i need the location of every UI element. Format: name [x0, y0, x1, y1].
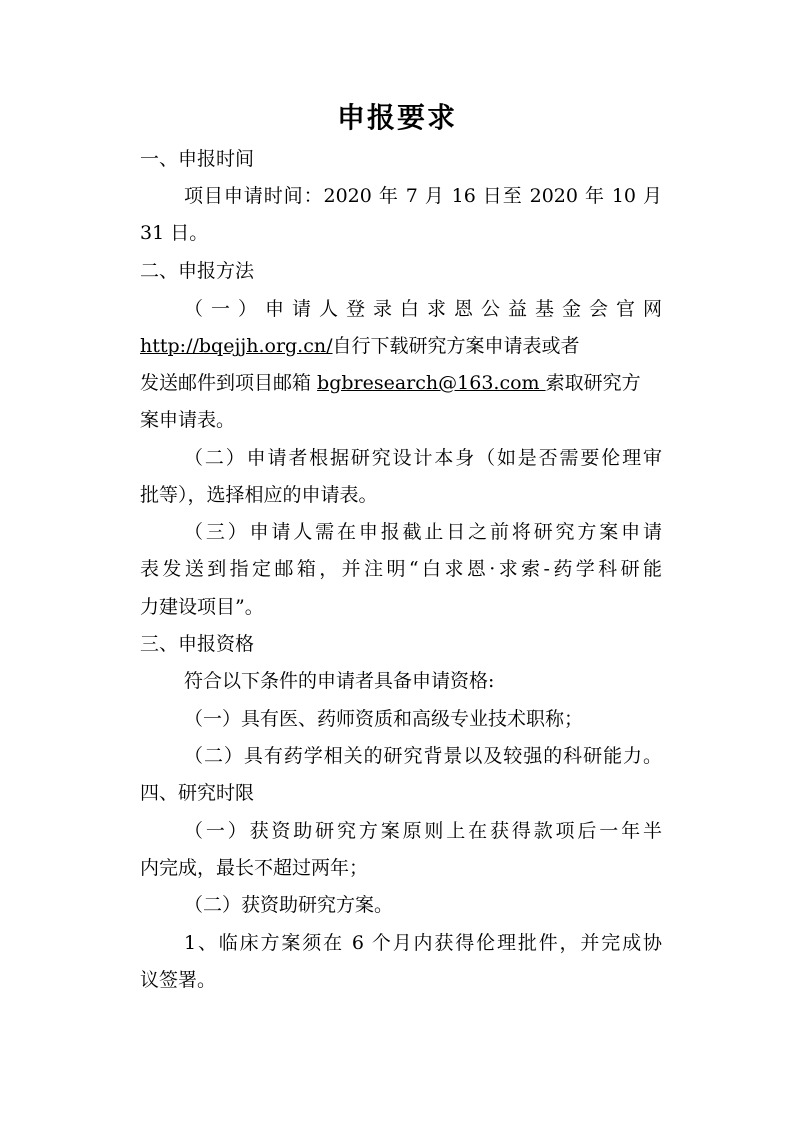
paragraph-line: 31 日。	[140, 222, 209, 244]
paragraph-text: 发送邮件到项目邮箱	[140, 372, 318, 394]
email-link[interactable]: bgbresearch@163.com	[317, 372, 546, 394]
paragraph-line	[140, 333, 662, 359]
paragraph-line: 项目申请时间：2020 年 7 月 16 日至 2020 年 10 月	[184, 185, 662, 207]
section-heading-application-time: 一、申报时间	[140, 148, 255, 170]
paragraph-line: 案申请表。	[140, 409, 236, 431]
paragraph-line: （二）申请者根据研究设计本身（如是否需要伦理审	[184, 447, 662, 469]
paragraph-line: 议签署。	[140, 969, 217, 991]
paragraph-line: 表发送到指定邮箱，并注明“白求恩·求索-药学科研能	[140, 558, 662, 580]
paragraph-line: （二）具有药学相关的研究背景以及较强的科研能力。	[184, 745, 662, 767]
paragraph-line: 1、临床方案须在 6 个月内获得伦理批件，并完成协	[184, 932, 662, 954]
section-heading-research-period: 四、研究时限	[140, 782, 255, 804]
section-heading-eligibility: 三、申报资格	[140, 633, 255, 655]
paragraph-line: 符合以下条件的申请者具备申请资格:	[184, 670, 495, 692]
paragraph-line: 内完成，最长不超过两年；	[140, 857, 369, 879]
paragraph-line: （一）获资助研究方案原则上在获得款项后一年半	[184, 820, 662, 842]
paragraph-line: （三）申请人需在申报截止日之前将研究方案申请	[184, 521, 662, 543]
section-heading-application-method: 二、申报方法	[140, 260, 255, 282]
paragraph-line: （一）具有医、药师资质和高级专业技术职称；	[184, 708, 584, 730]
website-link[interactable]: http://bqejjh.org.cn/	[140, 335, 333, 357]
paragraph-line: （二）获资助研究方案。	[184, 894, 394, 916]
paragraph-line: 力建设项目”。	[140, 596, 264, 618]
paragraph-text: 索取研究方	[545, 372, 641, 394]
paragraph-line	[140, 370, 662, 396]
paragraph-text: 自行下载研究方案申请表或者	[332, 335, 580, 357]
paragraph-line: （一）申请人登录白求恩公益基金会官网	[184, 298, 662, 320]
paragraph-line: 批等），选择相应的申请表。	[140, 484, 378, 506]
page-title: 申报要求	[336, 101, 457, 134]
